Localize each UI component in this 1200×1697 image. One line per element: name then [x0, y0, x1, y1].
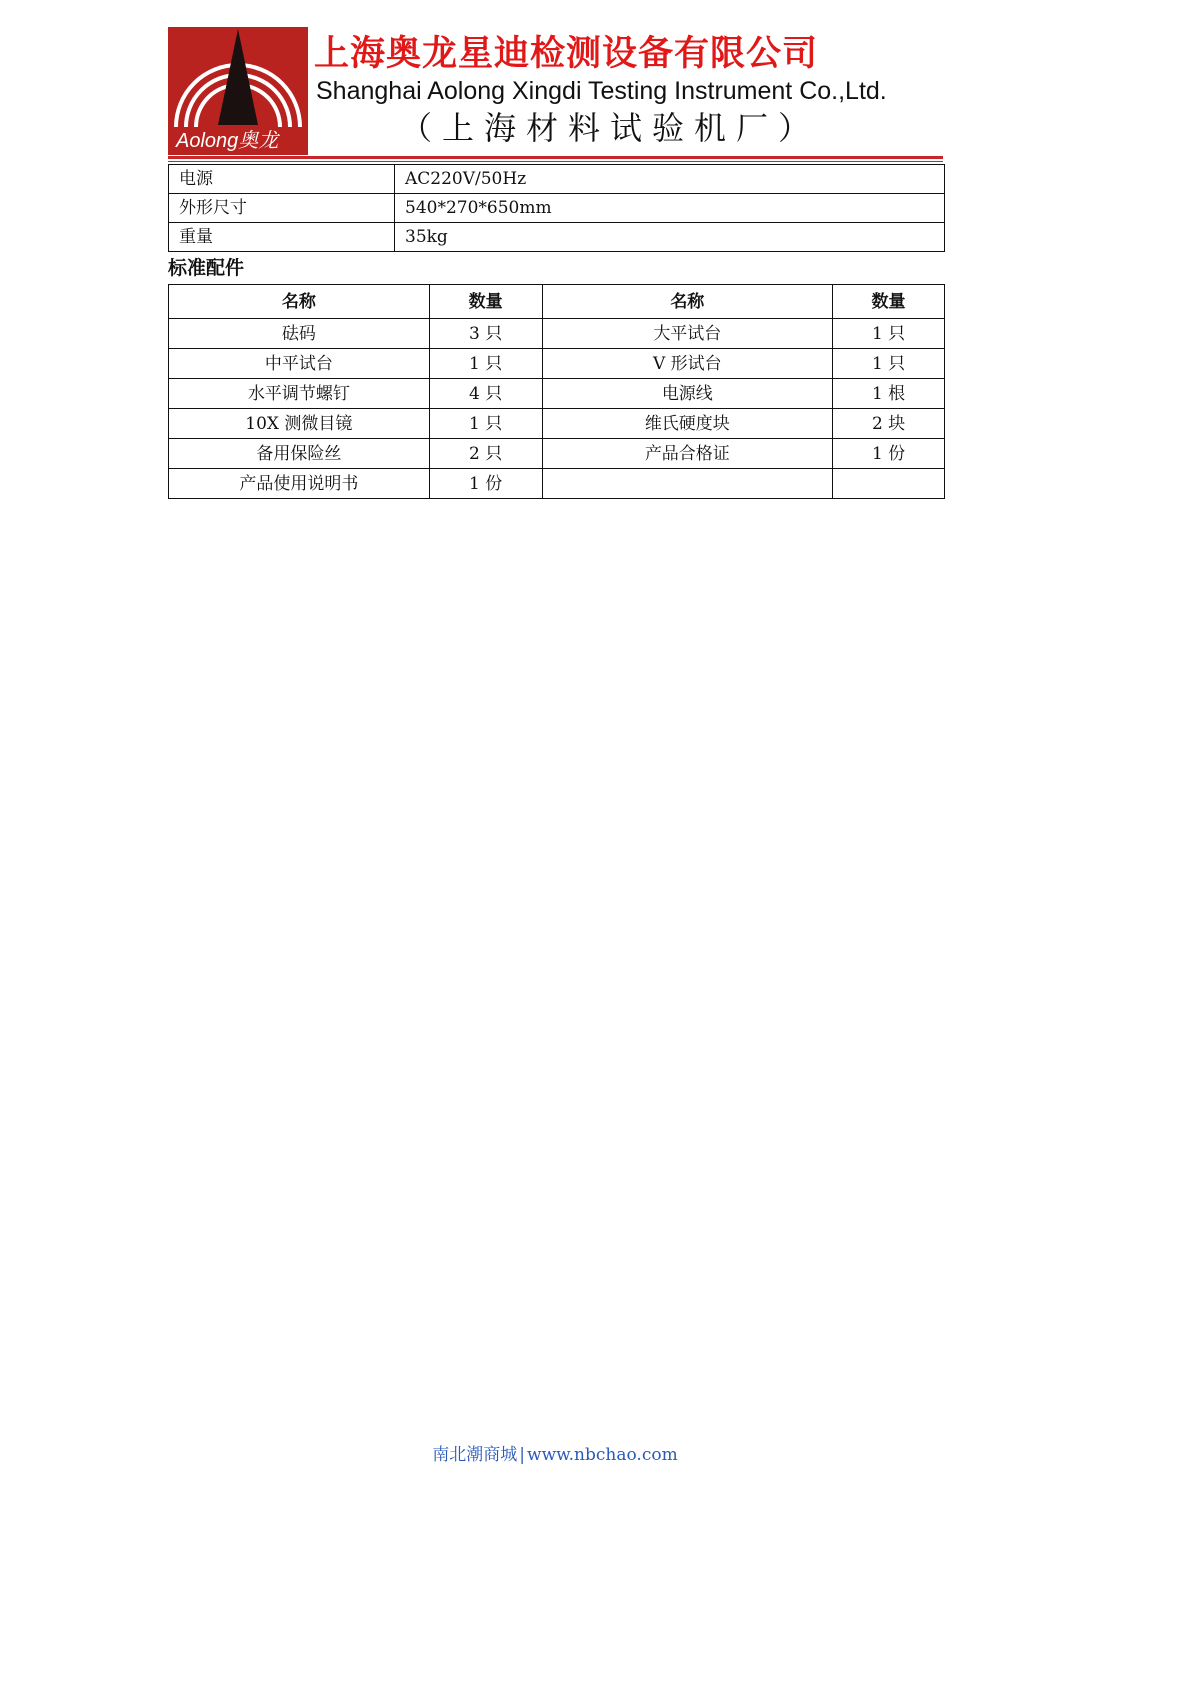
- column-header: 名称: [169, 285, 430, 319]
- table-row: [169, 379, 945, 409]
- header-rule-thin: [168, 161, 943, 162]
- item-name-cell: [542, 469, 833, 499]
- table-row: [169, 439, 945, 469]
- spec-table: [168, 164, 945, 252]
- column-header: 名称: [542, 285, 833, 319]
- item-name-cell: 大平试台: [542, 319, 833, 349]
- item-name-cell: 砝码: [169, 319, 430, 349]
- item-quantity-cell: [833, 469, 945, 499]
- column-header: 数量: [429, 285, 542, 319]
- table-row: [169, 194, 945, 223]
- logo-text: Aolong奥龙: [176, 130, 279, 152]
- spec-label: 重量: [169, 223, 395, 252]
- item-name-cell: V 形试台: [542, 349, 833, 379]
- table-row: [169, 469, 945, 499]
- company-name-en: Shanghai Aolong Xingdi Testing Instrument Co.,Ltd.: [316, 77, 887, 105]
- footer-site-name[interactable]: 南北潮商城: [432, 1445, 518, 1465]
- column-header: 数量: [833, 285, 945, 319]
- item-name-cell: 电源线: [542, 379, 833, 409]
- item-name-cell: 产品合格证: [542, 439, 833, 469]
- spec-label: 电源: [169, 165, 395, 194]
- table-row: [169, 349, 945, 379]
- footer-url-link[interactable]: www.nbchao.com: [527, 1445, 678, 1465]
- item-name-cell: 产品使用说明书: [169, 469, 430, 499]
- spec-label: 外形尺寸: [169, 194, 395, 223]
- item-quantity-cell: 1 根: [833, 379, 945, 409]
- spec-value: 540*270*650mm: [395, 194, 945, 223]
- table-row: [169, 165, 945, 194]
- item-quantity-cell: 4 只: [429, 379, 542, 409]
- item-name-cell: 10X 测微目镜: [169, 409, 430, 439]
- item-name-cell: 水平调节螺钉: [169, 379, 430, 409]
- item-quantity-cell: 2 只: [429, 439, 542, 469]
- table-header-row: [169, 285, 945, 319]
- item-name-cell: 备用保险丝: [169, 439, 430, 469]
- accessories-table: [168, 284, 945, 499]
- item-quantity-cell: 3 只: [429, 319, 542, 349]
- factory-name: （上海材料试验机厂）: [400, 109, 821, 147]
- item-quantity-cell: 1 份: [429, 469, 542, 499]
- table-row: [169, 409, 945, 439]
- item-name-cell: 维氏硬度块: [542, 409, 833, 439]
- header-rule: [168, 156, 943, 159]
- table-row: [169, 223, 945, 252]
- company-logo: [168, 27, 308, 155]
- item-quantity-cell: 1 只: [429, 409, 542, 439]
- item-quantity-cell: 1 只: [833, 319, 945, 349]
- item-quantity-cell: 1 只: [429, 349, 542, 379]
- item-quantity-cell: 2 块: [833, 409, 945, 439]
- table-row: [169, 319, 945, 349]
- spec-value: AC220V/50Hz: [395, 165, 945, 194]
- spec-value: 35kg: [395, 223, 945, 252]
- item-quantity-cell: 1 只: [833, 349, 945, 379]
- footer: [0, 1443, 1110, 1467]
- item-quantity-cell: 1 份: [833, 439, 945, 469]
- footer-separator: |: [519, 1445, 526, 1465]
- section-title: 标准配件: [168, 257, 245, 279]
- item-name-cell: 中平试台: [169, 349, 430, 379]
- company-name-cn: 上海奥龙星迪检测设备有限公司: [314, 34, 819, 74]
